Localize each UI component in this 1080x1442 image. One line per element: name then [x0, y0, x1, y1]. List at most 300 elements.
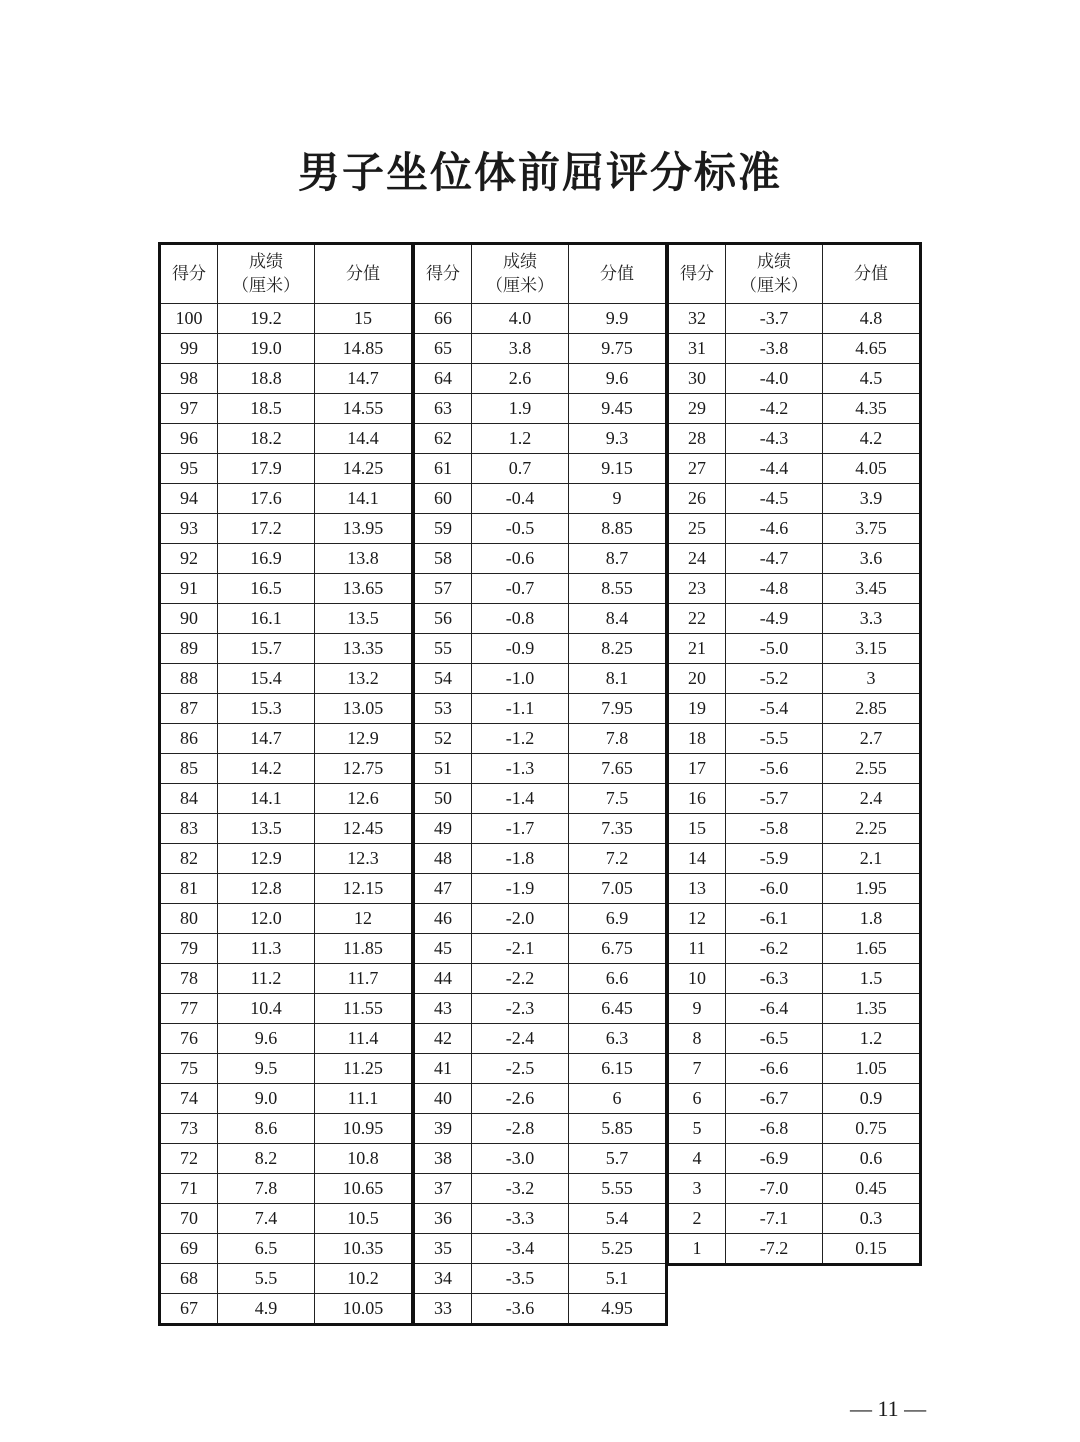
table-row — [414, 1054, 667, 1084]
table-row — [160, 1144, 413, 1174]
cell-result: -5.4 — [726, 694, 823, 724]
cell-score: 31 — [668, 334, 726, 364]
cell-score: 94 — [160, 484, 218, 514]
cell-score: 52 — [414, 724, 472, 754]
cell-result: 8.6 — [218, 1114, 315, 1144]
table-row — [414, 364, 667, 394]
cell-result: -3.6 — [472, 1294, 569, 1325]
table-row — [668, 514, 921, 544]
cell-score: 29 — [668, 394, 726, 424]
cell-score: 36 — [414, 1204, 472, 1234]
cell-result: 0.7 — [472, 454, 569, 484]
table-row — [414, 544, 667, 574]
cell-result: 2.6 — [472, 364, 569, 394]
cell-score: 23 — [668, 574, 726, 604]
cell-score: 42 — [414, 1024, 472, 1054]
table-row — [414, 1294, 667, 1325]
cell-points: 1.35 — [823, 994, 921, 1024]
cell-result: -3.5 — [472, 1264, 569, 1294]
cell-points: 8.4 — [569, 604, 667, 634]
cell-score: 78 — [160, 964, 218, 994]
cell-result: -7.2 — [726, 1234, 823, 1265]
table-row — [160, 844, 413, 874]
page-title: 男子坐位体前屈评分标准 — [297, 148, 782, 197]
cell-points: 11.4 — [315, 1024, 413, 1054]
table-row — [160, 1054, 413, 1084]
cell-points: 14.55 — [315, 394, 413, 424]
table-row — [668, 364, 921, 394]
cell-points: 11.55 — [315, 994, 413, 1024]
cell-result: -6.3 — [726, 964, 823, 994]
table-row — [414, 934, 667, 964]
cell-score: 39 — [414, 1114, 472, 1144]
cell-score: 12 — [668, 904, 726, 934]
cell-result: -3.3 — [472, 1204, 569, 1234]
cell-score: 4 — [668, 1144, 726, 1174]
cell-points: 4.35 — [823, 394, 921, 424]
cell-points: 3.75 — [823, 514, 921, 544]
cell-points: 5.4 — [569, 1204, 667, 1234]
cell-result: -6.2 — [726, 934, 823, 964]
cell-result: 12.0 — [218, 904, 315, 934]
cell-result: -1.7 — [472, 814, 569, 844]
cell-points: 3.45 — [823, 574, 921, 604]
table-row — [668, 1054, 921, 1084]
cell-points: 0.15 — [823, 1234, 921, 1265]
score-table-block-2 — [412, 242, 668, 1326]
cell-result: -6.8 — [726, 1114, 823, 1144]
cell-result: -4.6 — [726, 514, 823, 544]
cell-result: -1.0 — [472, 664, 569, 694]
table-row — [160, 694, 413, 724]
cell-score: 68 — [160, 1264, 218, 1294]
table-row — [414, 694, 667, 724]
table-row — [668, 904, 921, 934]
cell-score: 99 — [160, 334, 218, 364]
table-row — [414, 604, 667, 634]
cell-points: 11.7 — [315, 964, 413, 994]
table-row — [414, 304, 667, 334]
table-row — [160, 574, 413, 604]
cell-result: -0.4 — [472, 484, 569, 514]
cell-points: 10.05 — [315, 1294, 413, 1325]
header-result-line1: 成绩 — [757, 252, 791, 272]
cell-score: 27 — [668, 454, 726, 484]
table-row — [160, 514, 413, 544]
cell-points: 5.85 — [569, 1114, 667, 1144]
cell-result: -2.6 — [472, 1084, 569, 1114]
cell-points: 7.2 — [569, 844, 667, 874]
cell-score: 51 — [414, 754, 472, 784]
score-table-block-1 — [158, 242, 414, 1326]
table-row — [160, 634, 413, 664]
cell-result: -1.4 — [472, 784, 569, 814]
cell-points: 7.65 — [569, 754, 667, 784]
cell-points: 9.3 — [569, 424, 667, 454]
table-row — [668, 1144, 921, 1174]
cell-score: 2 — [668, 1204, 726, 1234]
cell-result: -6.0 — [726, 874, 823, 904]
table-row — [414, 1204, 667, 1234]
cell-points: 1.95 — [823, 874, 921, 904]
cell-score: 47 — [414, 874, 472, 904]
cell-result: -0.9 — [472, 634, 569, 664]
cell-points: 6.3 — [569, 1024, 667, 1054]
cell-score: 73 — [160, 1114, 218, 1144]
cell-result: 5.5 — [218, 1264, 315, 1294]
table-row — [160, 1174, 413, 1204]
table-row — [160, 424, 413, 454]
cell-score: 56 — [414, 604, 472, 634]
cell-result: -2.0 — [472, 904, 569, 934]
cell-points: 14.85 — [315, 334, 413, 364]
cell-score: 63 — [414, 394, 472, 424]
table-row — [414, 1114, 667, 1144]
cell-points: 11.1 — [315, 1084, 413, 1114]
table-row — [160, 394, 413, 424]
cell-points: 1.8 — [823, 904, 921, 934]
cell-score: 95 — [160, 454, 218, 484]
cell-score: 74 — [160, 1084, 218, 1114]
header-points: 分值 — [823, 244, 921, 304]
cell-points: 3.3 — [823, 604, 921, 634]
cell-points: 11.85 — [315, 934, 413, 964]
table-row — [160, 1114, 413, 1144]
cell-score: 69 — [160, 1234, 218, 1264]
cell-score: 46 — [414, 904, 472, 934]
cell-points: 6.45 — [569, 994, 667, 1024]
cell-result: -2.4 — [472, 1024, 569, 1054]
cell-result: -5.8 — [726, 814, 823, 844]
cell-score: 72 — [160, 1144, 218, 1174]
cell-result: -5.0 — [726, 634, 823, 664]
cell-score: 45 — [414, 934, 472, 964]
cell-result: -6.1 — [726, 904, 823, 934]
table-row — [414, 634, 667, 664]
table-row — [668, 934, 921, 964]
cell-score: 58 — [414, 544, 472, 574]
cell-result: -0.6 — [472, 544, 569, 574]
cell-result: -1.1 — [472, 694, 569, 724]
table-row — [160, 814, 413, 844]
cell-result: -5.2 — [726, 664, 823, 694]
cell-result: 16.9 — [218, 544, 315, 574]
cell-points: 4.8 — [823, 304, 921, 334]
cell-result: 1.2 — [472, 424, 569, 454]
cell-score: 92 — [160, 544, 218, 574]
cell-score: 53 — [414, 694, 472, 724]
table-row — [160, 604, 413, 634]
cell-points: 9.15 — [569, 454, 667, 484]
table-row — [668, 394, 921, 424]
cell-score: 15 — [668, 814, 726, 844]
cell-score: 65 — [414, 334, 472, 364]
table-row — [414, 844, 667, 874]
table-row — [160, 874, 413, 904]
cell-score: 43 — [414, 994, 472, 1024]
table-row — [668, 874, 921, 904]
cell-points: 7.35 — [569, 814, 667, 844]
cell-score: 88 — [160, 664, 218, 694]
cell-result: 11.2 — [218, 964, 315, 994]
table-row — [414, 994, 667, 1024]
cell-points: 0.75 — [823, 1114, 921, 1144]
cell-points: 6.75 — [569, 934, 667, 964]
cell-points: 14.4 — [315, 424, 413, 454]
table-row — [668, 484, 921, 514]
header-score: 得分 — [668, 244, 726, 304]
table-header-row — [668, 244, 921, 304]
table-row — [414, 1234, 667, 1264]
cell-points: 12.9 — [315, 724, 413, 754]
cell-points: 10.2 — [315, 1264, 413, 1294]
cell-result: -3.2 — [472, 1174, 569, 1204]
cell-result: 9.0 — [218, 1084, 315, 1114]
cell-result: -6.6 — [726, 1054, 823, 1084]
cell-score: 30 — [668, 364, 726, 394]
header-result — [726, 244, 823, 304]
cell-result: 9.6 — [218, 1024, 315, 1054]
cell-points: 2.4 — [823, 784, 921, 814]
table-row — [160, 994, 413, 1024]
cell-points: 6.9 — [569, 904, 667, 934]
cell-score: 67 — [160, 1294, 218, 1325]
cell-result: -3.4 — [472, 1234, 569, 1264]
table-row — [414, 1264, 667, 1294]
cell-points: 9 — [569, 484, 667, 514]
cell-score: 19 — [668, 694, 726, 724]
table-row — [414, 1174, 667, 1204]
table-row — [414, 784, 667, 814]
table-row — [414, 334, 667, 364]
cell-points: 13.65 — [315, 574, 413, 604]
cell-result: 15.3 — [218, 694, 315, 724]
cell-result: 13.5 — [218, 814, 315, 844]
cell-result: 17.6 — [218, 484, 315, 514]
cell-points: 4.2 — [823, 424, 921, 454]
cell-points: 12.45 — [315, 814, 413, 844]
table-row — [160, 754, 413, 784]
cell-points: 7.5 — [569, 784, 667, 814]
cell-score: 26 — [668, 484, 726, 514]
cell-points: 10.95 — [315, 1114, 413, 1144]
cell-points: 15 — [315, 304, 413, 334]
cell-result: -1.2 — [472, 724, 569, 754]
table-row — [414, 904, 667, 934]
cell-score: 60 — [414, 484, 472, 514]
cell-points: 5.7 — [569, 1144, 667, 1174]
cell-points: 10.35 — [315, 1234, 413, 1264]
cell-points: 7.8 — [569, 724, 667, 754]
table-row — [668, 604, 921, 634]
table-row — [160, 1204, 413, 1234]
cell-result: -4.5 — [726, 484, 823, 514]
table-row — [668, 1114, 921, 1144]
cell-result: -1.8 — [472, 844, 569, 874]
table-row — [668, 724, 921, 754]
cell-score: 25 — [668, 514, 726, 544]
cell-points: 6.15 — [569, 1054, 667, 1084]
cell-score: 84 — [160, 784, 218, 814]
cell-result: -0.7 — [472, 574, 569, 604]
table-row — [414, 964, 667, 994]
table-row — [414, 454, 667, 484]
table-row — [160, 904, 413, 934]
cell-result: 19.2 — [218, 304, 315, 334]
table-row — [668, 574, 921, 604]
header-result — [218, 244, 315, 304]
cell-score: 35 — [414, 1234, 472, 1264]
cell-points: 13.35 — [315, 634, 413, 664]
table-row — [160, 664, 413, 694]
cell-result: -2.5 — [472, 1054, 569, 1084]
table-row — [160, 784, 413, 814]
cell-score: 17 — [668, 754, 726, 784]
cell-points: 7.05 — [569, 874, 667, 904]
cell-points: 12.3 — [315, 844, 413, 874]
cell-result: -6.5 — [726, 1024, 823, 1054]
cell-points: 13.8 — [315, 544, 413, 574]
cell-points: 9.45 — [569, 394, 667, 424]
cell-score: 40 — [414, 1084, 472, 1114]
cell-score: 37 — [414, 1174, 472, 1204]
cell-score: 21 — [668, 634, 726, 664]
cell-score: 83 — [160, 814, 218, 844]
cell-result: -0.8 — [472, 604, 569, 634]
table-row — [160, 304, 413, 334]
cell-score: 76 — [160, 1024, 218, 1054]
table-row — [668, 694, 921, 724]
cell-points: 5.25 — [569, 1234, 667, 1264]
cell-score: 55 — [414, 634, 472, 664]
cell-score: 70 — [160, 1204, 218, 1234]
cell-score: 44 — [414, 964, 472, 994]
table-row — [668, 634, 921, 664]
cell-result: -2.1 — [472, 934, 569, 964]
cell-score: 3 — [668, 1174, 726, 1204]
cell-result: -6.4 — [726, 994, 823, 1024]
cell-result: 19.0 — [218, 334, 315, 364]
table-row — [668, 1204, 921, 1234]
cell-result: -4.9 — [726, 604, 823, 634]
cell-result: -5.7 — [726, 784, 823, 814]
cell-result: -2.2 — [472, 964, 569, 994]
cell-points: 12.75 — [315, 754, 413, 784]
table-row — [668, 664, 921, 694]
table-row — [160, 484, 413, 514]
cell-result: 15.4 — [218, 664, 315, 694]
cell-points: 4.95 — [569, 1294, 667, 1325]
cell-points: 12.6 — [315, 784, 413, 814]
cell-score: 98 — [160, 364, 218, 394]
cell-result: 4.9 — [218, 1294, 315, 1325]
cell-result: 8.2 — [218, 1144, 315, 1174]
table-row — [414, 754, 667, 784]
cell-score: 11 — [668, 934, 726, 964]
table-row — [668, 754, 921, 784]
cell-points: 8.25 — [569, 634, 667, 664]
table-row — [160, 454, 413, 484]
table-header-row — [160, 244, 413, 304]
table-row — [414, 484, 667, 514]
table-row — [668, 1084, 921, 1114]
cell-score: 64 — [414, 364, 472, 394]
cell-result: -4.2 — [726, 394, 823, 424]
cell-score: 24 — [668, 544, 726, 574]
cell-result: -7.0 — [726, 1174, 823, 1204]
cell-score: 81 — [160, 874, 218, 904]
table-row — [668, 1234, 921, 1265]
cell-points: 5.55 — [569, 1174, 667, 1204]
header-result-line1: 成绩 — [503, 252, 537, 272]
table-row — [414, 574, 667, 604]
cell-score: 62 — [414, 424, 472, 454]
cell-result: 9.5 — [218, 1054, 315, 1084]
cell-points: 6 — [569, 1084, 667, 1114]
table-row — [668, 784, 921, 814]
cell-result: -4.8 — [726, 574, 823, 604]
cell-points: 10.5 — [315, 1204, 413, 1234]
header-result-line2: （厘米） — [740, 276, 808, 296]
cell-score: 6 — [668, 1084, 726, 1114]
cell-points: 0.9 — [823, 1084, 921, 1114]
cell-score: 59 — [414, 514, 472, 544]
cell-result: 14.7 — [218, 724, 315, 754]
cell-score: 66 — [414, 304, 472, 334]
table-row — [668, 334, 921, 364]
cell-score: 61 — [414, 454, 472, 484]
cell-score: 75 — [160, 1054, 218, 1084]
header-points: 分值 — [315, 244, 413, 304]
cell-score: 54 — [414, 664, 472, 694]
cell-points: 14.25 — [315, 454, 413, 484]
cell-score: 71 — [160, 1174, 218, 1204]
cell-result: 12.9 — [218, 844, 315, 874]
cell-points: 10.8 — [315, 1144, 413, 1174]
cell-score: 14 — [668, 844, 726, 874]
cell-result: 6.5 — [218, 1234, 315, 1264]
table-header-row — [414, 244, 667, 304]
cell-score: 79 — [160, 934, 218, 964]
cell-points: 1.2 — [823, 1024, 921, 1054]
cell-score: 77 — [160, 994, 218, 1024]
cell-points: 6.6 — [569, 964, 667, 994]
table-row — [668, 544, 921, 574]
cell-result: 18.8 — [218, 364, 315, 394]
cell-points: 5.1 — [569, 1264, 667, 1294]
table-row — [160, 364, 413, 394]
header-result-line1: 成绩 — [249, 252, 283, 272]
cell-points: 2.55 — [823, 754, 921, 784]
header-result-line2: （厘米） — [232, 276, 300, 296]
cell-result: 10.4 — [218, 994, 315, 1024]
cell-points: 3.6 — [823, 544, 921, 574]
table-row — [414, 1084, 667, 1114]
cell-score: 93 — [160, 514, 218, 544]
cell-score: 32 — [668, 304, 726, 334]
cell-points: 12.15 — [315, 874, 413, 904]
cell-points: 0.45 — [823, 1174, 921, 1204]
cell-points: 8.85 — [569, 514, 667, 544]
cell-score: 7 — [668, 1054, 726, 1084]
table-row — [414, 1024, 667, 1054]
table-row — [668, 1024, 921, 1054]
table-row — [414, 664, 667, 694]
cell-result: 18.2 — [218, 424, 315, 454]
cell-score: 85 — [160, 754, 218, 784]
cell-points: 2.25 — [823, 814, 921, 844]
header-result — [472, 244, 569, 304]
